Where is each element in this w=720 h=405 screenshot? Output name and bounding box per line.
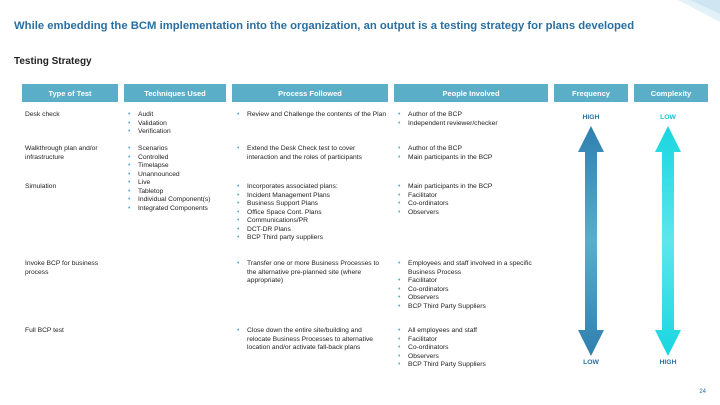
list-item: • Close down the entire site/building and relocate Business Processes to alternative location and/or activate fall-back plans: [237, 327, 387, 353]
frequency-top-label: HIGH: [582, 114, 600, 121]
row-type-desk-check: Desk check: [25, 111, 60, 118]
list-item: • Unannounced: [128, 171, 224, 180]
list-item: • Observers: [398, 294, 546, 303]
list-item: • Individual Component(s): [128, 196, 224, 205]
list-item: • Observers: [398, 209, 546, 218]
list-item: • Main participants in the BCP: [398, 154, 546, 163]
slide-title: While embedding the BCM implementation into the organization, an output is a testing strategy for plans developed: [14, 20, 635, 32]
complexity-top-label: LOW: [660, 114, 676, 121]
row-type-simulation: Simulation: [25, 183, 57, 190]
list-item: • Controlled: [128, 154, 224, 163]
list-item: • Communications/PR: [237, 217, 387, 226]
complexity-bottom-label: HIGH: [659, 359, 677, 366]
list-item: • DCT-DR Plans: [237, 226, 387, 235]
list-item: • Live: [128, 179, 224, 188]
list-item: • Incident Management Plans: [237, 192, 387, 201]
list-item: • BCP Third Party Suppliers: [398, 303, 546, 312]
header-complexity: Complexity: [634, 84, 708, 102]
list-item: • Employees and staff involved in a specific Business Process: [398, 260, 546, 277]
list-item: • Co-ordinators: [398, 200, 546, 209]
list-item: • Extend the Desk Check test to cover interaction and the roles of participants: [237, 145, 387, 162]
list-item: • Validation: [128, 120, 224, 129]
header-process-followed: Process Followed: [232, 84, 388, 102]
list-item: • BCP Third party suppliers: [237, 234, 387, 243]
list-item: • Author of the BCP: [398, 145, 546, 154]
list-item: • Transfer one or more Business Processes to the alternative pre-planned site (where appropriate): [237, 260, 387, 286]
list-item: • Facilitator: [398, 277, 546, 286]
list-item: • Integrated Components: [128, 205, 224, 214]
list-item: • Observers: [398, 353, 546, 362]
list-item: • Author of the BCP: [398, 111, 546, 120]
frequency-arrow: [578, 126, 604, 356]
list-item: • Facilitator: [398, 336, 546, 345]
list-item: • Facilitator: [398, 192, 546, 201]
header-people-involved: People Involved: [394, 84, 548, 102]
list-item: • Verification: [128, 128, 224, 137]
list-item: • Audit: [128, 111, 224, 120]
list-item: • Co-ordinators: [398, 286, 546, 295]
list-item: • Main participants in the BCP: [398, 183, 546, 192]
complexity-arrow: [655, 126, 681, 356]
row-type-full-bcp-test: Full BCP test: [25, 327, 64, 334]
list-item: • Scenarios: [128, 145, 224, 154]
list-item: • Review and Challenge the contents of the Plan: [237, 111, 387, 120]
slide-subtitle: Testing Strategy: [14, 56, 92, 67]
list-item: • BCP Third Party Suppliers: [398, 361, 546, 370]
page-number: 24: [699, 389, 706, 395]
frequency-bottom-label: LOW: [583, 359, 599, 366]
list-item: • Business Support Plans: [237, 200, 387, 209]
list-item: • Timelapse: [128, 162, 224, 171]
list-item: • Office Space Cont. Plans: [237, 209, 387, 218]
header-type-of-test: Type of Test: [22, 84, 118, 102]
list-item: • Tabletop: [128, 188, 224, 197]
list-item: • Independent reviewer/checker: [398, 120, 546, 129]
header-frequency: Frequency: [554, 84, 628, 102]
list-item: • All employees and staff: [398, 327, 546, 336]
list-item: • Co-ordinators: [398, 344, 546, 353]
row-type-walkthrough: Walkthrough plan and/or infrastructure: [25, 145, 98, 161]
row-type-invoke-bcp: Invoke BCP for business process: [25, 260, 99, 276]
header-techniques-used: Techniques Used: [124, 84, 226, 102]
list-item: • Incorporates associated plans:: [237, 183, 387, 192]
